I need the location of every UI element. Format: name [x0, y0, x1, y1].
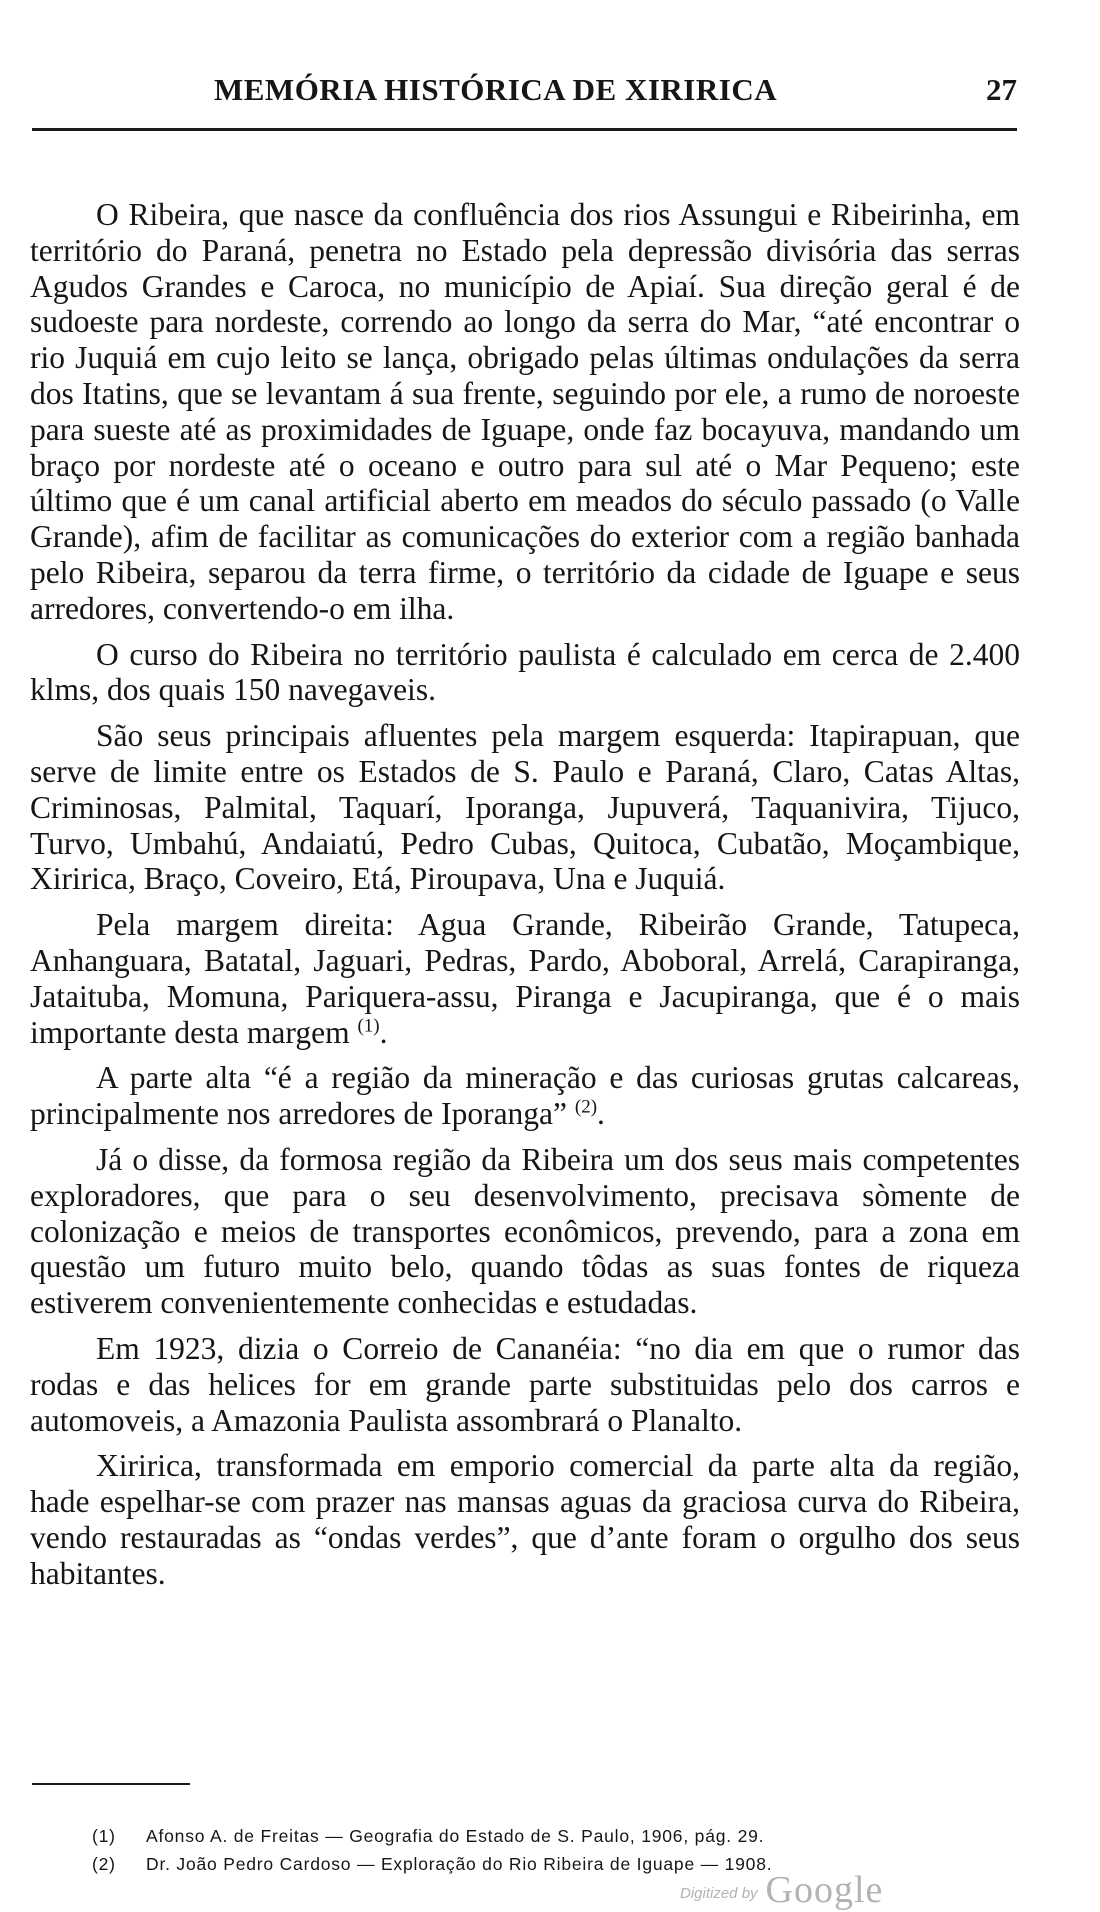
paragraph-6: Já o disse, da formosa região da Ribeira um dos seus mais competentes exploradores, que para o seu desenvolvimento, precisava sòmente de colonização e meios de transportes econômicos, prevendo, para a zona em questão um futuro muito belo, quando tôdas as suas fontes de riqueza estiverem convenientemente conhecidas e estudadas. [30, 1141, 1020, 1321]
header-rule [32, 128, 1017, 131]
page-number: 27 [986, 72, 1017, 107]
footnote-number: (1) [92, 1826, 116, 1846]
footnote-rule [32, 1783, 190, 1785]
paragraph-4-end: . [379, 1014, 388, 1050]
footnote-ref-1: (1) [357, 1015, 380, 1037]
paragraph-1: O Ribeira, que nasce da confluência dos rios Assungui e Ribeirinha, em território do Paraná, penetra no Estado pela depressão divisória das serras Agudos Grandes e Caroca, no município de Apiaí. Sua direção geral é de sudoeste para nordeste, correndo ao longo da serra do Mar, “até encontrar o rio Juquiá em cujo leito se lança, obrigado pelas últimas ondulações da serra dos Itatins, que se levantam á sua frente, seguindo por ele, a rumo de noroeste para sueste até as proximidades de Iguape, onde faz bocayuva, mandando um braço por nordeste até o oceano e outro para sul até o Mar Pequeno; este último que é um canal artificial aberto em meados do século passado (o Valle Grande), afim de facilitar as comunicações do exterior com a região banhada pelo Ribeira, separou da terra firme, o território da cidade de Iguape e seus arredores, convertendo-o em ilha. [30, 197, 1020, 626]
running-title: MEMÓRIA HISTÓRICA DE XIRIRICA [214, 72, 778, 107]
paragraph-2: O curso do Ribeira no território paulista é calculado em cerca de 2.400 klms, dos quais 150 navegaveis. [30, 636, 1020, 708]
paragraph-5-end: . [597, 1096, 605, 1132]
paragraph-7: Em 1923, dizia o Correio de Cananéia: “no dia em que o rumor das rodas e das helices for em grande parte substituidas pelo dos carros e automoveis, a Amazonia Paulista assombrará o Planalto. [30, 1330, 1020, 1438]
paragraph-5 [30, 1060, 1020, 1132]
watermark-prefix: Digitized by [680, 1885, 758, 1902]
paragraph-4 [30, 907, 1020, 1050]
body-text [30, 197, 1020, 1601]
digitized-watermark [680, 1868, 883, 1912]
paragraph-8: Xiririca, transformada em emporio comercial da parte alta da região, hade espelhar-se com prazer nas mansas aguas da graciosa curva do Ribeira, vendo restauradas as “ondas verdes”, que d’ante foram o orgulho dos seus habitantes. [30, 1448, 1020, 1591]
footnote-number: (2) [92, 1854, 116, 1874]
running-head [32, 72, 1017, 116]
footnote-1 [92, 1822, 1022, 1850]
paragraph-3: São seus principais afluentes pela margem esquerda: Itapirapuan, que serve de limite entre os Estados de S. Paulo e Paraná, Claro, Catas Altas, Criminosas, Palmital, Taquarí, Iporanga, Jupuverá, Taquanivira, Tijuco, Turvo, Umbahú, Andaiatú, Pedro Cubas, Quitoca, Cubatão, Moçambique, Xiririca, Braço, Coveiro, Etá, Piroupava, Una e Juquiá. [30, 718, 1020, 897]
paragraph-5-text: A parte alta “é a região da mineração e das curiosas grutas calcareas, principalmente nos arredores de Iporanga” [30, 1060, 1020, 1132]
footnote-text: Afonso A. de Freitas — Geografia do Estado de S. Paulo, 1906, pág. 29. [146, 1826, 765, 1846]
footnote-text: Dr. João Pedro Cardoso — Exploração do Rio Ribeira de Iguape — 1908. [146, 1854, 773, 1874]
google-logo: Google [765, 1869, 884, 1911]
footnote-ref-2: (2) [574, 1096, 598, 1118]
paragraph-4-text: Pela margem direita: Agua Grande, Ribeirão Grande, Tatupeca, Anhanguara, Batatal, Jaguari, Pedras, Pardo, Aboboral, Arrelá, Carapiranga, Jataituba, Momuna, Pariquera-assu, Piranga e Jacupiranga, que é o mais importante desta margem [30, 907, 1020, 1050]
